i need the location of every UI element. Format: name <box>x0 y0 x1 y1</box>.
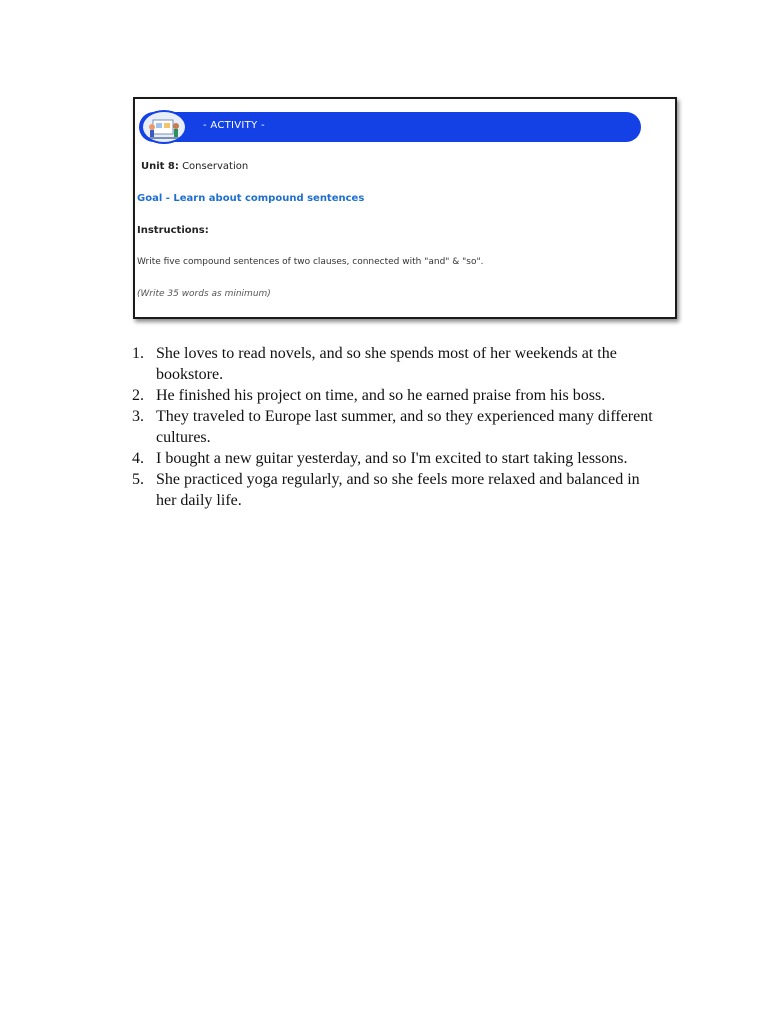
goal-text: Goal - Learn about compound sentences <box>137 193 365 204</box>
unit-label: Unit 8: <box>141 161 179 172</box>
list-item-number: 4. <box>132 450 144 467</box>
list-item <box>132 469 662 511</box>
list-item <box>132 406 662 448</box>
minimum-word-note: (Write 35 words as minimum) <box>137 289 271 299</box>
list-item <box>132 448 662 469</box>
list-item-text: They traveled to Europe last summer, and so they experienced many different cultures. <box>156 408 653 446</box>
unit-line <box>141 161 248 172</box>
activity-card <box>133 97 677 319</box>
list-item <box>132 385 662 406</box>
activity-banner <box>139 112 641 142</box>
instructions-text: Write five compound sentences of two clauses, connected with "and" & "so". <box>137 257 484 267</box>
unit-value: Conservation <box>182 161 249 172</box>
list-item-number: 2. <box>132 387 144 404</box>
list-item-number: 1. <box>132 345 144 362</box>
list-item-text: I bought a new guitar yesterday, and so I'm excited to start taking lessons. <box>156 450 628 467</box>
list-item-number: 3. <box>132 408 144 425</box>
instructions-heading: Instructions: <box>137 225 209 236</box>
activity-title: - ACTIVITY - <box>203 120 265 131</box>
list-item <box>132 343 662 385</box>
compound-sentence-list <box>132 343 662 511</box>
list-item-text: She loves to read novels, and so she spends most of her weekends at the bookstore. <box>156 345 617 383</box>
list-item-number: 5. <box>132 471 144 488</box>
classroom-illustration-icon <box>141 110 187 144</box>
list-item-text: He finished his project on time, and so he earned praise from his boss. <box>156 387 606 404</box>
list-item-text: She practiced yoga regularly, and so she feels more relaxed and balanced in her daily life. <box>156 471 640 509</box>
